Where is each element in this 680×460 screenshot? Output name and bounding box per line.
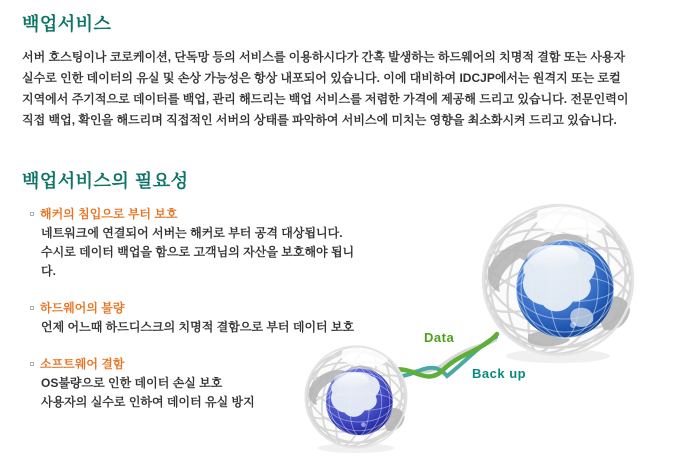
intro-line: 실수로 인한 데이터의 유실 및 손상 가능성은 항상 내포되어 있습니다. 이에 대비하여 IDCJP에서는 원격지 또는 로컬 — [22, 71, 621, 85]
page-title: 백업서비스 — [22, 14, 112, 34]
square-bullet-icon — [30, 362, 34, 366]
intro-paragraph — [22, 47, 670, 131]
globes-backup-illustration — [285, 190, 680, 460]
intro-line: 서버 호스팅이나 코로케이션, 단독망 등의 서비스를 이용하시다가 간혹 발생하는 하드웨어의 치명적 결함 또는 사용자 — [22, 50, 626, 64]
section-title: 백업서비스의 필요성 — [22, 171, 189, 191]
bullet-line: 네트워크에 연결되어 서버는 해커로 부터 공격 대상됩니다. — [41, 226, 343, 240]
bullet-heading-text: 소프트웨어 결함 — [40, 357, 125, 371]
square-bullet-icon — [30, 212, 34, 216]
intro-line: 지역에서 주기적으로 데이터를 백업, 관리 해드리는 백업 서비스를 저렴한 가격에 제공해 드리고 있습니다. 전문인력이 — [22, 92, 629, 106]
bullet-line: 수시로 데이터 백업을 함으로 고객님의 자산을 보호해야 됩니다. — [41, 245, 355, 278]
bullet-heading-text: 해커의 침입으로 부터 보호 — [40, 207, 178, 221]
bullet-heading-text: 하드웨어의 불량 — [40, 301, 125, 315]
data-cable-label: Data — [424, 330, 455, 345]
bullet-line: 언제 어느때 하드디스크의 치명적 결함으로 부터 데이터 보호 — [41, 320, 355, 334]
backup-cable-label: Back up — [472, 366, 527, 381]
square-bullet-icon — [30, 306, 34, 310]
intro-line: 직접 백업, 확인을 해드리며 직접적인 서버의 상태를 파악하여 서비스에 미치는 영향을 최소화시켜 드리고 있습니다. — [22, 113, 617, 127]
bullet-line: 사용자의 실수로 인하여 데이터 유실 방지 — [41, 395, 255, 409]
bullet-line: OS불량으로 인한 데이터 손실 보호 — [41, 376, 223, 390]
small-globe — [285, 315, 439, 460]
